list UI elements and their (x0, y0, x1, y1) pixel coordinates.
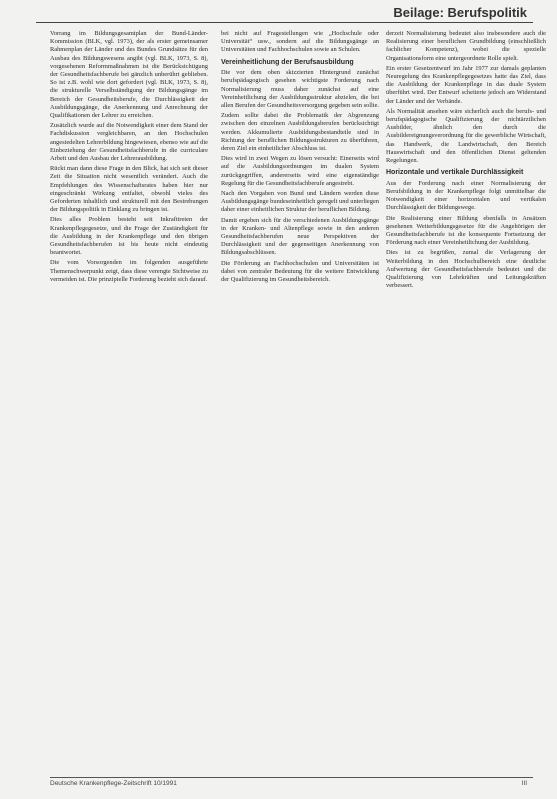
section-heading: Horizontale und vertikale Durchlässigkeit (386, 169, 524, 177)
page-number: III (521, 780, 527, 787)
body-paragraph: Zudem sollte dabei die Problematik der Abgrenzung zwischen den einzelnen Ausbildungsberufen berücksichtigt werden. Akkumulierte Ausbildungsbestandteile sind in Richtung der beruflichen Bildungsstrukturen zu überführen, deren Ziel ein einheitlicher Abschluss ist. (221, 112, 379, 152)
body-paragraph: Dies alles Problem besteht seit Inkrafttreten der Krankenpflegegesetze, und die Frage der Zuständigkeit für die Ausbildung in der Krankenpflege und den übrigen Gesundheitsfachberufen ist bis heute nicht eindeutig beantwortet. (50, 216, 208, 257)
text-column-2 (221, 30, 379, 765)
footer-journal: Deutsche Krankenpflege-Zeitschrift 10/1991 (50, 780, 177, 787)
body-paragraph: Die Förderung an Fachhochschulen und Universitäten ist dabei von zentraler Bedeutung für die weitere Entwicklung der Qualifizierung im Gesundheitsbereich. (221, 259, 379, 283)
body-paragraph: Nach den Vorgaben von Bund und Ländern werden diese Ausbildungsgänge bundeseinheitlich geregelt und unterliegen daher einer einheitlichen Struktur der beruflichen Bildung. (221, 189, 379, 214)
body-paragraph: Ein erster Gesetzentwurf im Jahr 1977 zur damals geplanten Neuregelung des Krankenpflegegesetzes hatte das Ziel, dass die Ausbildung der Krankenpflege in das duale System überführt wird. Der Entwurf scheiterte jedoch am Widerstand der Länder und der Verbände. (386, 64, 546, 105)
body-paragraph: Dies ist zu begrüßen, zumal die Verlagerung der Weiterbildung in den Hochschulbereich eine deutliche Aufwertung der Gesundheitsfachberufe bedeutet und die Qualifizierung von Lehrkräften und Leitungskräften verbessert. (386, 249, 546, 290)
body-paragraph: Die Realisierung einer Bildung ebenfalls in Ansätzen gesehenen Weiterbildungsgesetze für die Angehörigen der Gesundheitsfachberufe ist die konsequente Fortsetzung der Förderung nach einer Vereinheitlichung der Ausbildung. (386, 214, 546, 247)
body-paragraph: derzeit Normalisierung bedeutet also insbesondere auch die Realisierung einer beruflichen Grundbildung (einschließlich fachlicher Kompetenz), wobei die spezielle Organisationsform eine untergeordnete Rolle spielt. (386, 30, 546, 62)
body-paragraph: bei nicht auf Fragestellungen wie „Hochschule oder Universität“ usw., sondern auf die Bildungsgänge an Universitäten und Fachhochschulen sowie an Schulen. (221, 30, 379, 54)
section-header-title: Beilage: Berufspolitik (393, 5, 527, 20)
section-heading: Vereinheitlichung der Berufsausbildung (221, 58, 354, 66)
text-column-3 (386, 30, 546, 765)
body-paragraph: Die vom Vorsorgenden im folgenden ausgeführte Themenschwerpunkt zeigt, dass diese verengte Sichtweise zu vermeiden ist. Die prinzipielle Forderung bezieht sich darauf. (50, 259, 208, 283)
body-paragraph: Die vor dem oben skizzierten Hintergrund zunächst berufspädagogisch gesehen wichtigste Forderung nach Normalisierung muss daher zunächst auf eine Vereinheitlichung der Ausbildungsstruktur abzielen, die bei allen Berufen der Gesundheitsversorgung gegeben sein sollte. (221, 69, 379, 109)
body-paragraph: Vorrang im Bildungsgesamtplan der Bund-Länder-Kommission (BLK, vgl. 1973), der als erster gemeinsamer Rahmenplan der Länder und des Bundes Grundsätze für den Ausbau des Bildungswesens angibt (vgl. BLK, 1973, S. 8), vorgesehenen Reformmaßnahmen ist die Berücksichtigung der Gesundheitsfachberufe bei gänzlich unberührt geblieben. So ist z.B. wohl wie dort gefordert (vgl. BLK, 1973, S. 8), die strukturelle Verselbständigung der Bildungsgänge im Bereich der Gesundheitsberufe, die Durchlässigkeit der Ausbildungsgänge, die Anerkennung und Anrechnung der Qualifikationen der Lehrer zu erreichen. (50, 30, 208, 120)
header-rule (36, 22, 533, 23)
body-paragraph: Dies wird in zwei Wegen zu lösen versucht: Einerseits wird auf die Ausbildungsordnungen im dualen System zurückgegriffen, andererseits wird eine eigenständige Regelung für die Gesundheitsfachberufe angestrebt. (221, 155, 379, 187)
body-paragraph: Zusätzlich wurde auf die Notwendigkeit einer dem Stand der Fachdiskussion vergleichbaren, an den Hochschulen angesiedelten Lehrerbildung hingewiesen, ebenso wie auf die Einbeziehung der Gesundheitsfachberufe in die curriculare Arbeit und den Ausbau der Lehrerausbildung. (50, 122, 208, 163)
body-paragraph: Damit ergeben sich für die verschiedenen Ausbildungsgänge in der Kranken- und Altenpflege sowie in den anderen Gesundheitsfachberufen neue Perspektiven der Durchlässigkeit und der gegenseitigen Anerkennung von Bildungsabschlüssen. (221, 216, 379, 257)
body-paragraph: Rückt man dann diese Frage in den Blick, hat sich seit dieser Zeit die Situation nicht wesentlich verändert. Auch die Empfehlungen des Wissenschaftsrates haben hier nur eingeschränkt Wirkung entfaltet, obwohl vieles des Geforderten inhaltlich und strukturell mit den Bestrebungen der Bildungspolitik in Einklang zu bringen ist. (50, 165, 208, 214)
body-paragraph: Als Normalität ansehen wäre sicherlich auch die berufs- und berufspädagogische Qualifizierung der nichtärztlichen Ausbilder, ähnlich den durch die Ausbildereignungsverordnung für die gewerbliche Wirtschaft, das Handwerk, die Landwirtschaft, den Bereich Hauswirtschaft und den öffentlichen Dienst geltenden Regelungen. (386, 107, 546, 165)
body-paragraph: Aus der Forderung nach einer Normalisierung der Berufsbildung in der Krankenpflege folgt unmittelbar die Notwendigkeit einer horizontalen und vertikalen Durchlässigkeit der Bildungswege. (386, 179, 546, 212)
text-column-1 (50, 30, 208, 765)
footer-rule (50, 777, 533, 778)
